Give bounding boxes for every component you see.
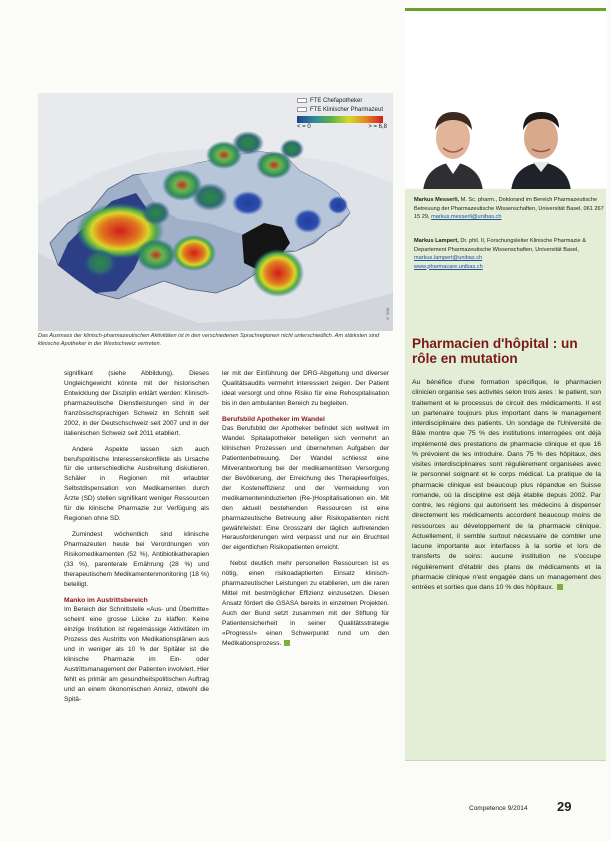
top-accent-bar bbox=[405, 8, 606, 11]
journal-issue: Competence 9/2014 bbox=[469, 805, 528, 812]
contact-name: Markus Lampert, bbox=[414, 238, 459, 244]
paragraph: signifikant (siehe Abbildung). Dieses Ungleichgewicht könnte mit der historischen Entwicklung der Disziplin erklärt werden: Klinisch-pharmazeutische Dienstleistungen sind in der französischsprachigen Schweiz im Schnitt seit 2002, in der Deutschschweiz seit 2007 und in der italienischen Schweiz seit 2011 etabliert. bbox=[64, 370, 209, 437]
page-number: 29 bbox=[557, 799, 572, 814]
author-photos bbox=[405, 12, 606, 187]
legend-high: > = 6,8 bbox=[368, 124, 387, 130]
contact-messerli bbox=[414, 196, 604, 222]
legend-gradient bbox=[297, 116, 383, 123]
contact-web-link[interactable]: www.pharmacare.unibas.ch bbox=[414, 263, 483, 270]
middle-column bbox=[222, 369, 389, 655]
contact-details: M. Sc. pharm., Doktorand im Bereich Pharmazeutische Betreuung der Pharmazeutische Wissenschaften, Universität Basel, bbox=[414, 197, 598, 212]
sidebar-title: Pharmacien d'hôpital : un rôle en mutation bbox=[412, 336, 578, 367]
subheading: Manko im Austrittsbereich bbox=[64, 596, 148, 604]
legend-range bbox=[297, 124, 387, 130]
map-figure bbox=[38, 93, 393, 331]
paragraph: Andere Aspekte lassen sich auch berufspolitische Interessenskonflikte als Ursache für die unterschiedliche Ausbreitung diskutieren. Schäler in Regionen mit erlaubter Selbstdispensation von Medikamenten durch Ärzte (SD) stellen signifikant weniger Ressourcen für die klinische Pharmazie zur Verfügung als Regionen ohne SD. bbox=[64, 445, 209, 523]
end-of-article-icon bbox=[284, 640, 290, 646]
contact-email-link[interactable]: markus.lampert@unibas.ch bbox=[414, 255, 483, 261]
paragraph: Das Berufsbild der Apotheker befindet sich weltweit im Wandel. Spitalapotheker beteiligen sich vermehrt an klinischen Prozessen und übernehmen Aufgaben der Patientenbetreuung. Der Wandel schliesst eine Mitverantwortung bei der medikamentösen Versorgung der Bevölkerung, der Erreichung des Therapieerfolges, der Kosteneffizienz und der Vermeidung von medikamenteninduzierten (Re-)Hospitalisationen ein. Mit den aktuell bestehenden Ressourcen ist eine pharmazeutische Betreuung aller Risikopatienten nicht gewährleistet: Eine Grosszahl der täglich auftretenden Herausforderungen wird verpasst und nur ein Bruchteil der eigentlichen Risikopatienten erreicht. bbox=[222, 425, 389, 552]
contact-name: Markus Messerli, bbox=[414, 197, 460, 203]
left-column bbox=[64, 369, 209, 710]
map-caption: Das Ausmass der klinisch-pharmazeutischen Aktivitäten ist in den verschiedenen Sprachregionen nicht unterschiedlich. Am stärksten sind klinische Apotheker in der Westschweiz vertreten. bbox=[38, 333, 380, 347]
author-photo-messerli bbox=[417, 104, 489, 192]
map-legend bbox=[297, 96, 387, 130]
end-of-article-icon bbox=[557, 584, 563, 590]
legend-low: < = 0 bbox=[297, 124, 311, 130]
paragraph: ler mit der Einführung der DRG-Abgeltung und diverser Qualitätsaudits vermehrt interessiert zeigen. Der Patient ideal versorgt und ohne Risiko für eine Rehospitalisation bis in den ambulanten Bereich zu begleiten. bbox=[222, 370, 389, 407]
paragraph: Im Bereich der Schnittstelle «Aus- und Übertritte» scheint eine grosse Lücke zu klaffen: Keine einzige Institution ist regelmässige Aktivitäten im Prozess des Austritts von Medikationsplänen aus und in weniger als 10 % der Spitäler ist die klinische Pharmazie im Ein- oder Austrittsmanagement der Patienten involviert. Hier fehlt es primär am gesundheitspolitischen Auftrag und an einem ökonomischen Anreiz, obwohl die Spitä- bbox=[64, 606, 209, 703]
contact-lampert bbox=[414, 237, 604, 271]
contact-email-link[interactable]: markus.messerli@unibas.ch bbox=[431, 214, 502, 220]
sidebar-bottom-rule bbox=[405, 760, 606, 761]
legend-item-klinischer-pharmazeut: FTE Klinischer Pharmazeut bbox=[297, 105, 387, 114]
legend-item-chefapotheker: FTE Chefapotheker bbox=[297, 96, 387, 105]
contact-details: Dr. phil. II, Forschungsleiter Klinische Pharmazie & Departement Pharmazeutische Wissenschaften, Universität Basel, bbox=[414, 238, 586, 253]
contact-phone: 061 267 15 29, bbox=[414, 205, 604, 220]
paragraph: Nebst deutlich mehr personellen Ressourcen ist es nötig, einen risikoadaptierten Einsatz klinisch-pharmazeutischer Leistungen zu etablieren, um die raren Mittel mit bestmöglicher Effizienz einzusetzen. Diesen Ansatz fördert die GSASA bereits in einzelnen Projekten. Auch der Bund setzt zusammen mit der Stiftung für Patientensicherheit in seiner Qualitätsstrategie «Progress!» einen Schwerpunkt rund um den Medikationsprozess. bbox=[222, 560, 389, 647]
subheading: Berufsbild Apotheker im Wandel bbox=[222, 415, 325, 423]
map-credit: © SIM bbox=[385, 307, 390, 321]
paragraph: Zumindest wöchentlich sind klinische Pharmazeuten heute bei Verordnungen von Risikomedikamenten (52 %), Antibiotikatherapien (33 %), parenterale Ernährung (28 %) und therapeutischem Medikamentenmonitoring (18 %) beteiligt. bbox=[64, 531, 209, 588]
sidebar-text: Au bénéfice d'une formation spécifique, le pharmacien clinicien organise ses activités selon trois axes : le patient, son traitement et le processus de circuit des médicaments. Il est un partenaire toujours plus important dans le management interdisciplinaire des patients. Un sondage de l'Université de Bâle montre que 75 % des institutions interrogées ont déjà implémenté des prestations de pharmacie clinique et que 16 % prévoient de les introduire. Dans 75 % des hôpitaux, des visites interdisciplinaires sont régulièrement organisées avec le personnel soignant et le corps médical. La pratique de la pharmacie clinique est beaucoup plus répandue en Suisse romande, où la discipline est déjà établie depuis 2002. Par contre, les régions qui autorisent les médecins à dispenser directement les médicaments accordent beaucoup moins de ressources au développement de la pharmacie clinique. Actuellement, il semble surtout nécessaire de combler une lacune importante aux interfaces à la sortie et lors de transferts de soins: aucune institution ne s'occupe régulièrement d'établir des plans de médicaments et la pharmacie clinique n'est engagée dans un management des entrées et sorties que dans 10 % des hôpitaux. bbox=[412, 379, 601, 591]
author-photo-lampert bbox=[505, 104, 577, 192]
